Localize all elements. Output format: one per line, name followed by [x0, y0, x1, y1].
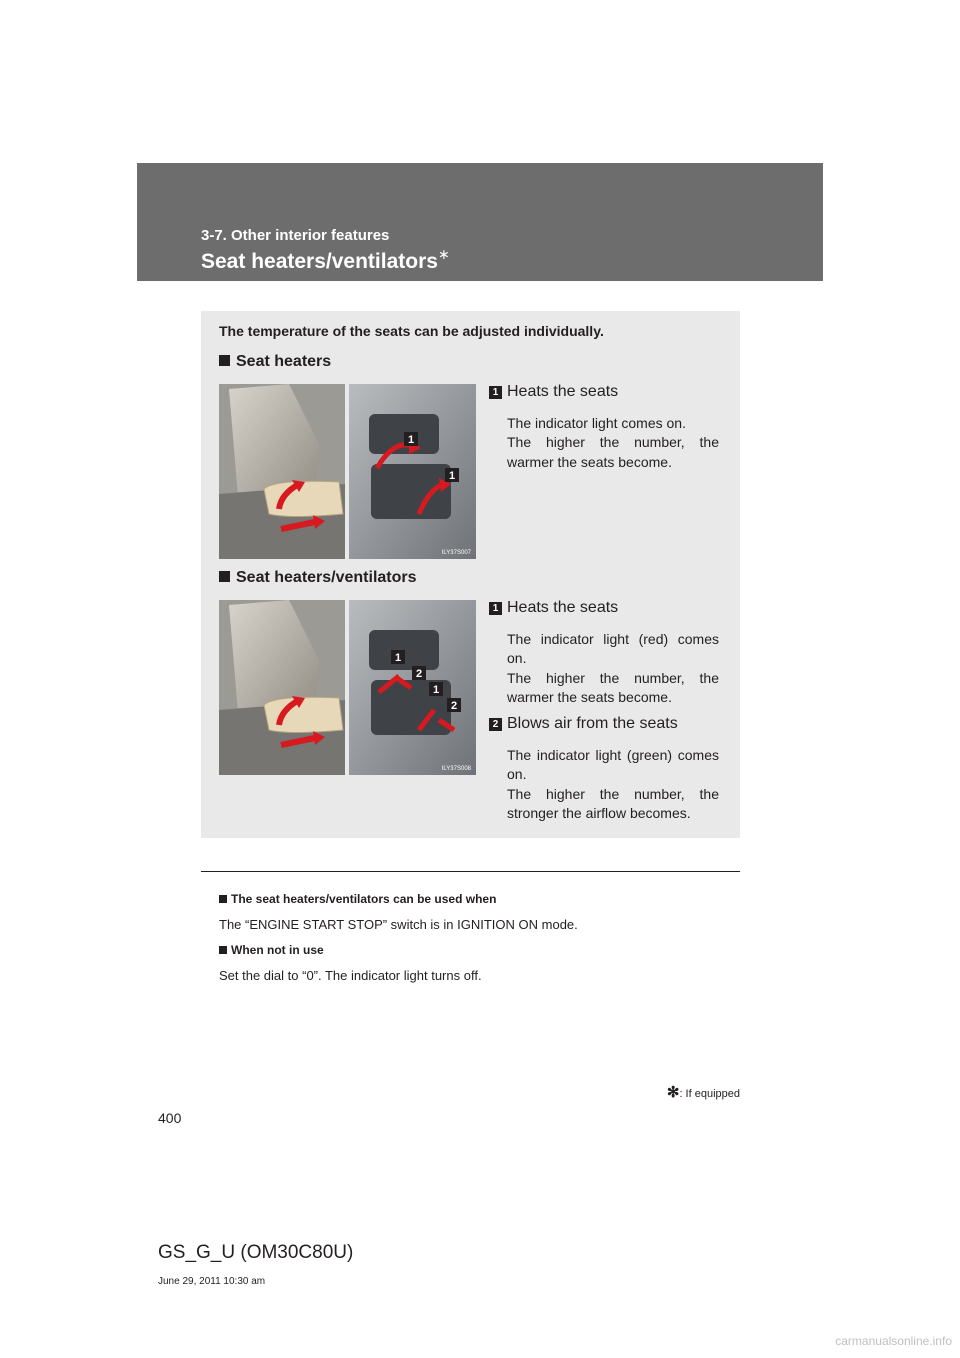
page-title: Seat heaters/ventilators∗: [201, 246, 450, 273]
seat-heater-photo: [219, 384, 476, 559]
svg-text:1: 1: [407, 434, 415, 446]
equipped-mark: ∗: [437, 246, 450, 262]
page-number: 400: [158, 1110, 182, 1126]
note-heading-not-in-use: When not in use: [219, 943, 324, 957]
intro-text: The temperature of the seats can be adjusted individually.: [219, 323, 604, 339]
svg-text:2: 2: [450, 700, 458, 712]
svg-text:1: 1: [448, 470, 456, 482]
item-body-blows-air: The indicator light (green) comes on. The higher the number, the stronger the airflow becomes.: [507, 747, 719, 822]
seat-heater-ventilator-photo: [219, 600, 476, 775]
note-heading-use: The seat heaters/ventilators can be used when: [219, 892, 496, 906]
item-title-blows-air: Blows air from the seats: [507, 715, 678, 732]
photo-code-2: ILY37S008: [441, 766, 471, 772]
doc-date: June 29, 2011 10:30 am: [158, 1276, 266, 1287]
section-heading-seat-heaters-ventilators: Seat heaters/ventilators: [219, 569, 417, 587]
section-label: 3-7. Other interior features: [201, 227, 390, 244]
section-heading-seat-heaters: Seat heaters: [219, 353, 331, 371]
doc-code: GS_G_U (OM30C80U): [158, 1242, 354, 1263]
note-body-not-in-use: Set the dial to “0”. The indicator light turns off.: [219, 968, 482, 983]
item-number-1: 1: [489, 386, 502, 399]
item-number-2: 2: [489, 718, 502, 731]
item-body-heats-seats-b: The indicator light (red) comes on. The higher the number, the warmer the seats become.: [507, 631, 719, 706]
footnote: ✻: If equipped: [666, 1084, 740, 1101]
note-body-use: The “ENGINE START STOP” switch is in IGNITION ON mode.: [219, 917, 578, 932]
svg-text:1: 1: [394, 652, 402, 664]
watermark: carmanualsonline.info: [835, 1334, 952, 1348]
item-title-heats-seats-b: Heats the seats: [507, 599, 619, 616]
photo-code-1: ILY37S007: [441, 550, 471, 556]
item-number-1-b: 1: [489, 602, 502, 615]
item-body-heats-seats: The indicator light comes on. The higher the number, the warmer the seats become.: [507, 415, 719, 470]
svg-text:1: 1: [432, 684, 440, 696]
asterisk-icon: ✻: [666, 1084, 680, 1101]
divider: [201, 871, 740, 872]
item-title-heats-seats: Heats the seats: [507, 383, 619, 400]
svg-text:2: 2: [415, 668, 423, 680]
